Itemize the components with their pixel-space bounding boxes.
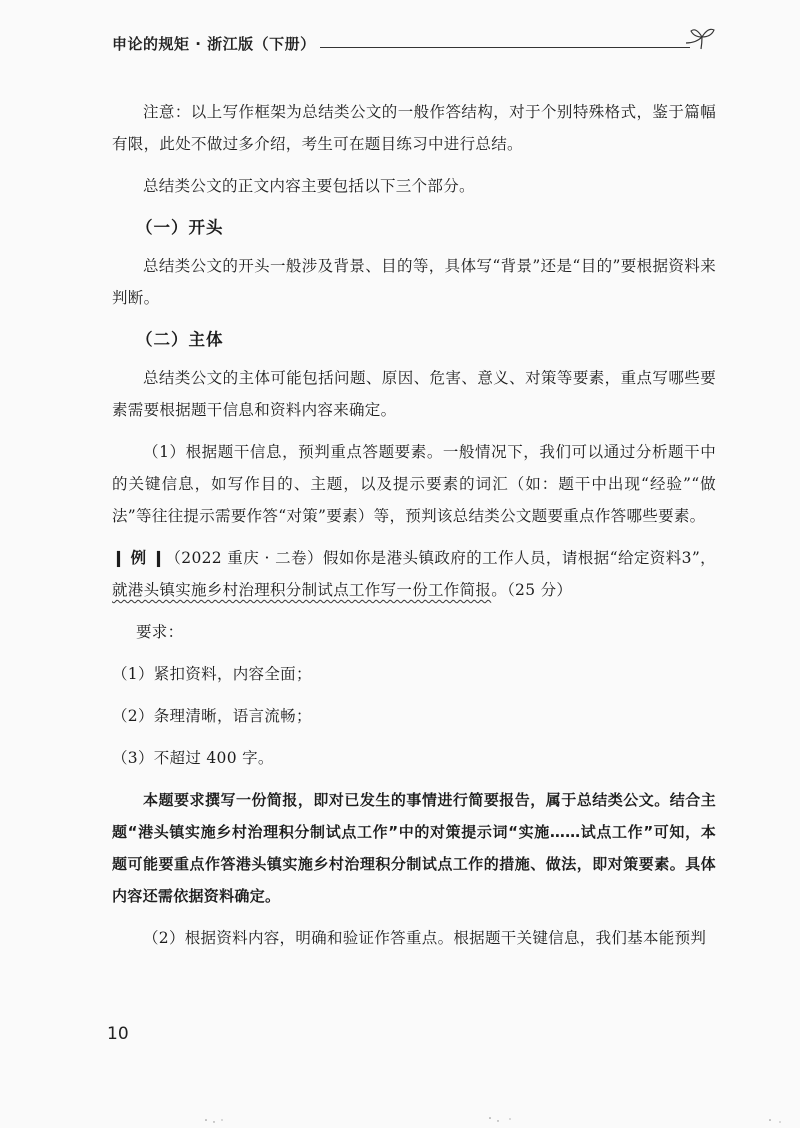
scan-specks: [0, 1108, 800, 1128]
example-text: （2022 重庆 · 二卷）假如你是港头镇政府的工作人员，请根据“给定资料3”，: [165, 549, 716, 567]
running-header: [112, 33, 712, 57]
example-label: 例: [130, 548, 147, 567]
example-paragraph: [112, 542, 716, 606]
page-body: [112, 96, 716, 954]
requirements-label: 要求：: [136, 623, 184, 641]
intro-paragraph: 总结类公文的正文内容主要包括以下三个部分。: [143, 177, 475, 195]
requirement-3: （3）不超过 400 字。: [112, 749, 274, 767]
example-label-bracket-left: ❙: [112, 548, 126, 567]
requirement-2: （2）条理清晰，语言流畅；: [112, 707, 312, 725]
point-2-paragraph: （2）根据资料内容，明确和验证作答重点。根据题干关键信息，我们基本能预判: [143, 929, 707, 947]
requirement-1: （1）紧扣资料，内容全面；: [112, 665, 312, 683]
section-heading-opening: （一）开头: [136, 218, 224, 237]
page-number: 10: [107, 1024, 129, 1044]
point-1-paragraph: （1）根据题干信息，预判重点答题要素。一般情况下，我们可以通过分析题干中的关键信息，如写作目的、主题，以及提示要素的词汇（如：题干中出现“经验”“做法”等往往提示需要作答“对策”要素）等，预判该总结类公文题要重点作答哪些要素。: [112, 443, 716, 525]
opening-paragraph: 总结类公文的开头一般涉及背景、目的等，具体写“背景”还是“目的”要根据资料来判断。: [112, 257, 716, 307]
analysis-paragraph: 本题要求撰写一份简报，即对已发生的事情进行简要报告，属于总结类公文。结合主题“港头镇实施乡村治理积分制试点工作”中的对策提示词“实施……试点工作”可知，本题可能要重点作答港头镇实施乡村治理积分制试点工作的措施、做法，即对策要素。具体内容还需依据资料确定。: [112, 791, 716, 905]
note-paragraph: 注意：以上写作框架为总结类公文的一般作答结构，对于个别特殊格式，鉴于篇幅有限，此处不做过多介绍，考生可在题目练习中进行总结。: [112, 103, 716, 153]
sprout-icon: [682, 25, 722, 51]
header-rule: [320, 47, 690, 48]
book-title: 申论的规矩 · 浙江版（下册）: [112, 35, 316, 53]
section-heading-body: （二）主体: [136, 330, 224, 349]
body-paragraph: 总结类公文的主体可能包括问题、原因、危害、意义、对策等要素，重点写哪些要素需要根据题干信息和资料内容来确定。: [112, 369, 716, 419]
example-underlined-task: 就港头镇实施乡村治理积分制试点工作写一份工作简报: [112, 581, 492, 599]
example-label-bracket-right: ❙: [151, 548, 166, 567]
example-score: 。（25 分）: [491, 581, 573, 599]
